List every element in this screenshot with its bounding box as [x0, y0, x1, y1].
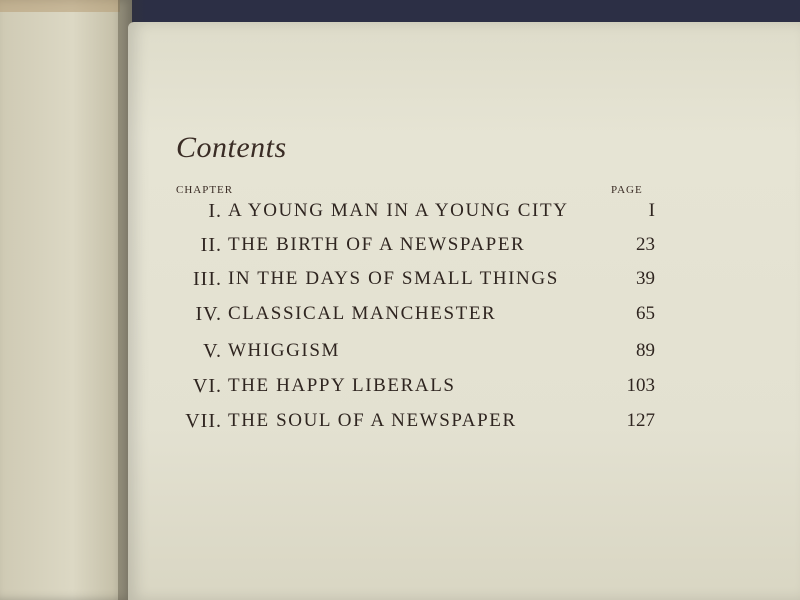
page-column-header: PAGE — [611, 184, 643, 196]
chapter-title: THE HAPPY LIBERALS — [228, 375, 456, 396]
chapter-title: THE SOUL OF A NEWSPAPER — [228, 410, 517, 431]
toc-entry — [0, 200, 800, 226]
chapter-number: III. — [193, 268, 222, 290]
chapter-page: 23 — [636, 234, 655, 255]
chapter-number: IV. — [195, 303, 222, 325]
chapter-page: I — [648, 200, 655, 221]
chapter-number: VII. — [185, 410, 222, 432]
toc-entry — [0, 303, 800, 329]
chapter-title: CLASSICAL MANCHESTER — [228, 303, 497, 324]
toc-entry — [0, 375, 800, 401]
toc-entry — [0, 234, 800, 260]
chapter-number: V. — [203, 340, 222, 362]
toc-entry — [0, 340, 800, 366]
chapter-column-header: CHAPTER — [176, 184, 234, 196]
chapter-page: 89 — [636, 340, 655, 361]
chapter-page: 127 — [626, 410, 655, 431]
chapter-number: II. — [200, 234, 222, 256]
chapter-number: I. — [208, 200, 222, 222]
toc-entry — [0, 268, 800, 294]
chapter-title: IN THE DAYS OF SMALL THINGS — [228, 268, 559, 289]
chapter-title: A YOUNG MAN IN A YOUNG CITY — [228, 200, 569, 221]
toc-entry — [0, 410, 800, 436]
chapter-number: VI. — [192, 375, 222, 397]
contents-heading: Contents — [176, 131, 287, 164]
chapter-page: 39 — [636, 268, 655, 289]
chapter-title: THE BIRTH OF A NEWSPAPER — [228, 234, 526, 255]
left-page — [0, 0, 132, 600]
chapter-page: 103 — [626, 375, 655, 396]
left-page-edge — [0, 0, 120, 12]
chapter-title: WHIGGISM — [228, 340, 341, 361]
chapter-page: 65 — [636, 303, 655, 324]
